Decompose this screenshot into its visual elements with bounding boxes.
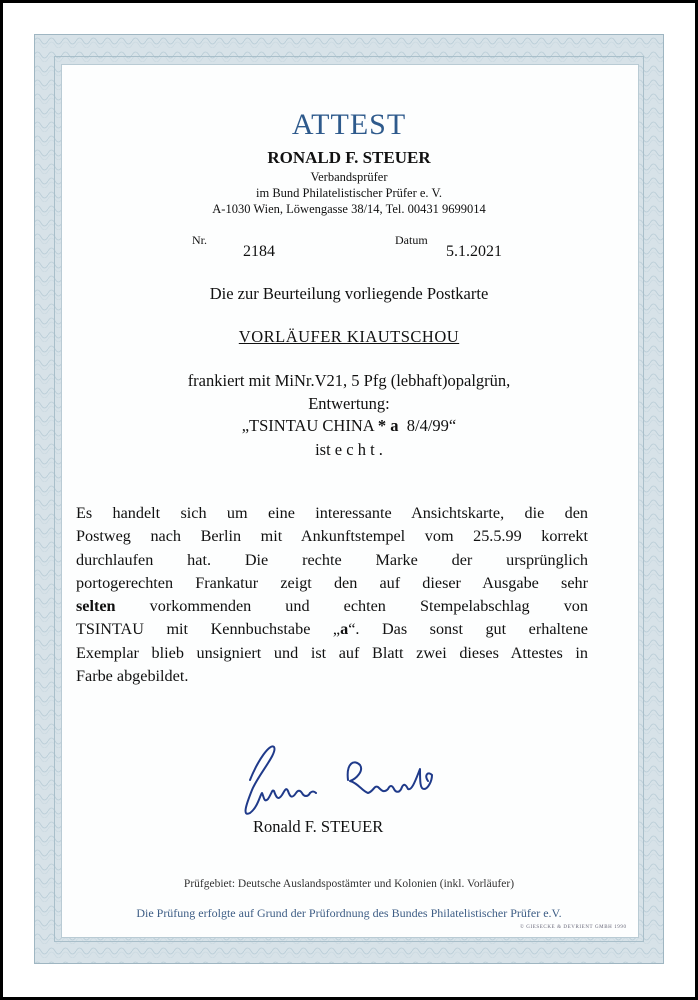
examination-regulation: Die Prüfung erfolgte auf Grund der Prüfordnung des Bundes Philatelistischer Prüfer e.V. [136,906,562,920]
description-line: portogerechten Frankatur zeigt den auf dieser Ausgabe sehr [76,573,588,592]
cancellation-letter: * a [377,416,399,435]
rarity-word: selten [76,597,116,616]
franking-line: frankiert mit MiNr.V21, 5 Pfg (lebhaft)opalgrün, [187,371,511,390]
printer-imprint: © GIESECKE & DEVRIENT GMBH 1990 [520,925,627,930]
examiner-address: A-1030 Wien, Löwengasse 38/14, Tel. 00431 9699014 [212,202,486,216]
description-text: vorkommenden und echten Stempelabschlag von [115,597,588,616]
examination-scope: Prüfgebiet: Deutsche Auslandspostämter und Kolonien (inkl. Vorläufer) [183,878,515,890]
description-text: TSINTAU mit Kennbuchstabe „ [76,620,341,639]
attest-title: ATTEST [291,108,407,141]
signatory-name: Ronald F. STEUER [253,817,384,836]
description-line: Es handelt sich um eine interessante Ansichtskarte, die den [76,504,588,522]
examiner-name: RONALD F. STEUER [267,148,431,167]
cancellation-date: 8/4/99“ [398,416,457,435]
handwritten-signature [228,735,448,825]
description-paragraph [76,502,588,688]
number-label: Nr. [192,233,207,247]
cancellation-line [0,416,698,436]
verdict-line: ist e c h t . [315,440,383,459]
cancellation-label: Entwertung: [308,394,390,413]
examiner-role: Verbandsprüfer [310,170,388,184]
intro-line: Die zur Beurteilung vorliegende Postkarte [209,284,489,303]
description-line: Postweg nach Berlin mit Ankunftstempel vom 25.5.99 korrekt [76,527,588,546]
description-line: Farbe abgebildet. [76,667,189,686]
description-text: “. Das sonst gut erhaltene [348,620,588,639]
item-title: VORLÄUFER KIAUTSCHOU [238,327,460,346]
description-line: Exemplar blieb unsigniert und ist auf Blatt zwei dieses Attestes in [76,643,588,662]
description-line [76,618,588,641]
certificate-number: 2184 [243,243,275,260]
description-line [76,595,588,618]
date-label: Datum [395,233,428,247]
cancellation-text: „TSINTAU CHINA [241,416,378,435]
description-line: durchlaufen hat. Die rechte Marke der ursprünglich [76,550,588,569]
letter-a: a [340,620,349,639]
examiner-association: im Bund Philatelistischer Prüfer e. V. [256,186,442,200]
certificate-date: 5.1.2021 [446,243,502,260]
